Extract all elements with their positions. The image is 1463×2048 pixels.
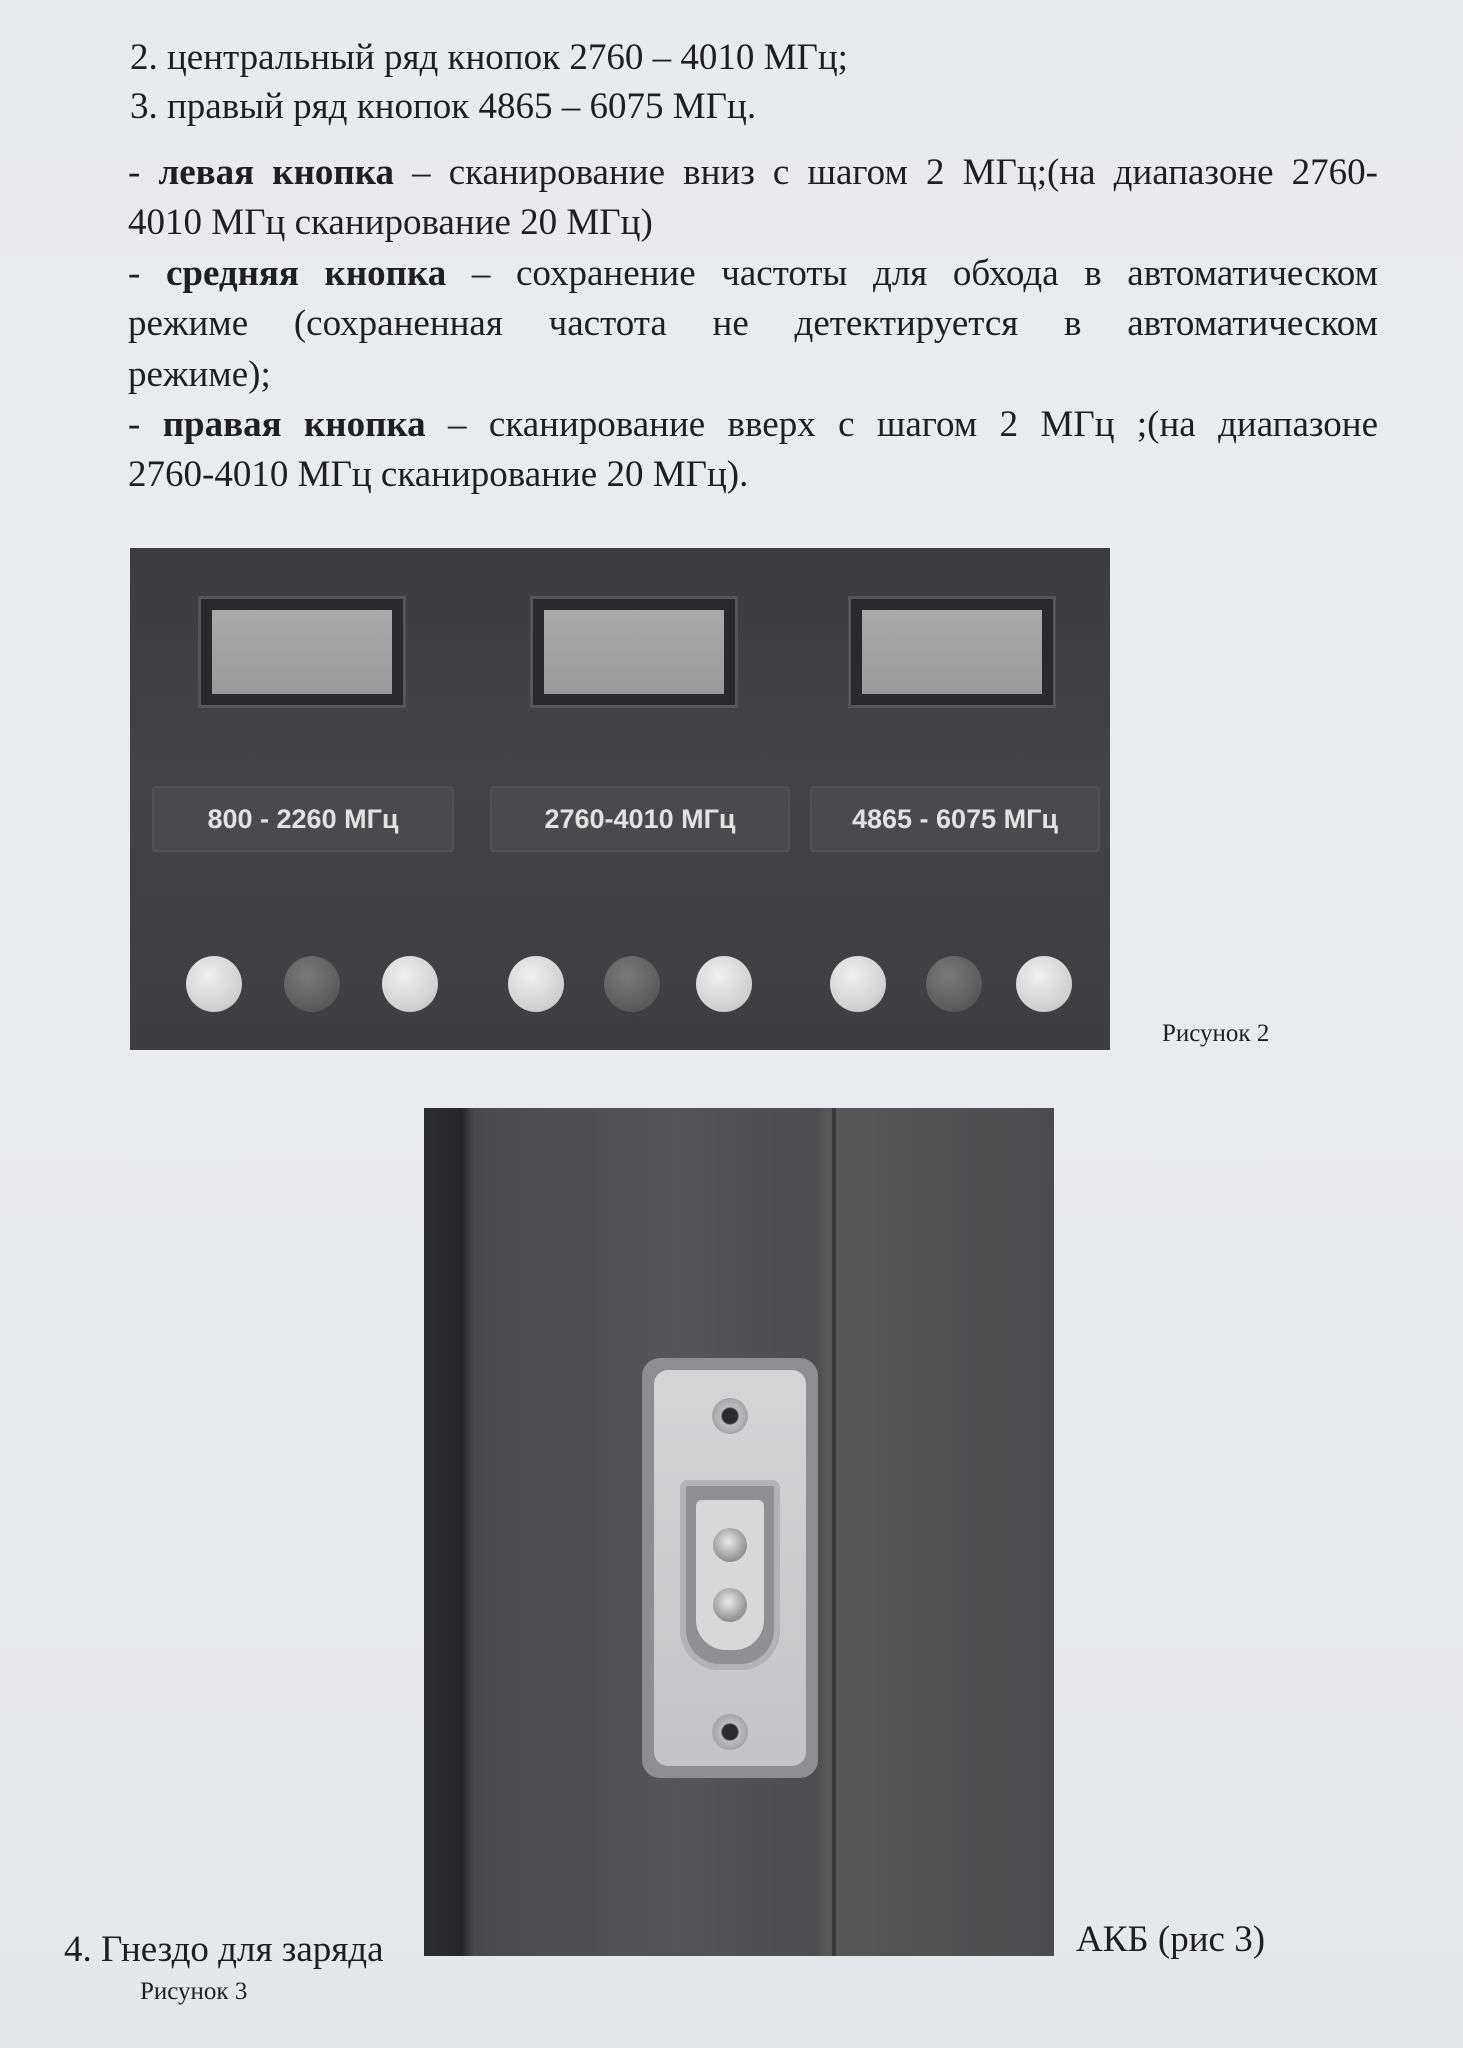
charging-socket-photo — [424, 1108, 1054, 1956]
list-item-4-number: 4. — [64, 1929, 92, 1970]
middle-button-desc-line1 — [128, 249, 1378, 299]
right-row-middle-button — [926, 956, 982, 1012]
figure3-caption: Рисунок 3 — [140, 1978, 248, 2005]
top-screw-icon — [712, 1398, 748, 1434]
center-row-left-button — [508, 956, 564, 1012]
list-item-4 — [64, 1925, 384, 1975]
band-label-right: 4865 - 6075 МГц — [810, 786, 1100, 852]
band-label-center: 2760-4010 МГц — [490, 786, 790, 852]
left-button-title: левая кнопка — [158, 152, 394, 193]
dash: - — [128, 253, 166, 294]
figure2-caption: Рисунок 2 — [1162, 1020, 1270, 1047]
right-button-desc-line2: 2760-4010 МГц сканирование 20 МГц). — [128, 454, 749, 495]
lower-pin-icon — [713, 1588, 747, 1622]
bottom-screw-icon — [712, 1714, 748, 1750]
right-display — [848, 596, 1056, 708]
middle-button-desc-line2: режиме (сохраненная частота не детектируется в автоматическом — [128, 303, 1378, 344]
list-item-2-text: центральный ряд кнопок 2760 – 4010 МГц; — [167, 37, 848, 78]
right-button-desc-text: – сканирование вверх с шагом 2 МГц ;(на диапазоне — [425, 404, 1379, 445]
left-display — [198, 596, 406, 708]
left-row-left-button — [186, 956, 242, 1012]
list-item-2 — [130, 33, 848, 83]
dash: - — [128, 152, 159, 193]
right-row-right-button — [1016, 956, 1072, 1012]
left-button-desc-line1 — [128, 148, 1378, 198]
list-item-2-number: 2. — [130, 37, 158, 78]
band-label-left: 800 - 2260 МГц — [152, 786, 454, 852]
center-row-middle-button — [604, 956, 660, 1012]
left-button-desc-line2: 4010 МГц сканирование 20 МГц) — [128, 202, 653, 243]
charging-socket-plate — [642, 1358, 818, 1778]
upper-pin-icon — [713, 1528, 747, 1562]
center-display — [530, 596, 738, 708]
list-item-3 — [130, 82, 756, 132]
center-row-right-button — [696, 956, 752, 1012]
right-button-title: правая кнопка — [162, 404, 426, 445]
left-row-right-button — [382, 956, 438, 1012]
right-row-left-button — [830, 956, 886, 1012]
middle-button-desc-text: – сохранение частоты для обхода в автоматическом — [446, 253, 1379, 294]
list-item-3-text: правый ряд кнопок 4865 – 6075 МГц. — [167, 86, 757, 127]
charging-socket — [680, 1480, 780, 1670]
left-row-middle-button — [284, 956, 340, 1012]
control-panel-photo — [130, 548, 1110, 1050]
list-item-4-text-before: Гнездо для заряда — [101, 1929, 384, 1970]
list-item-3-number: 3. — [130, 86, 158, 127]
dash: - — [128, 404, 163, 445]
right-button-desc-line1 — [128, 400, 1378, 450]
middle-button-title: средняя кнопка — [165, 253, 447, 294]
list-item-4-text-after: АКБ (рис 3) — [1076, 1919, 1266, 1960]
left-button-desc-text: – сканирование вниз с шагом 2 МГц;(на диапазоне 2760- — [393, 152, 1378, 193]
middle-button-desc-line3: режиме); — [128, 354, 271, 395]
